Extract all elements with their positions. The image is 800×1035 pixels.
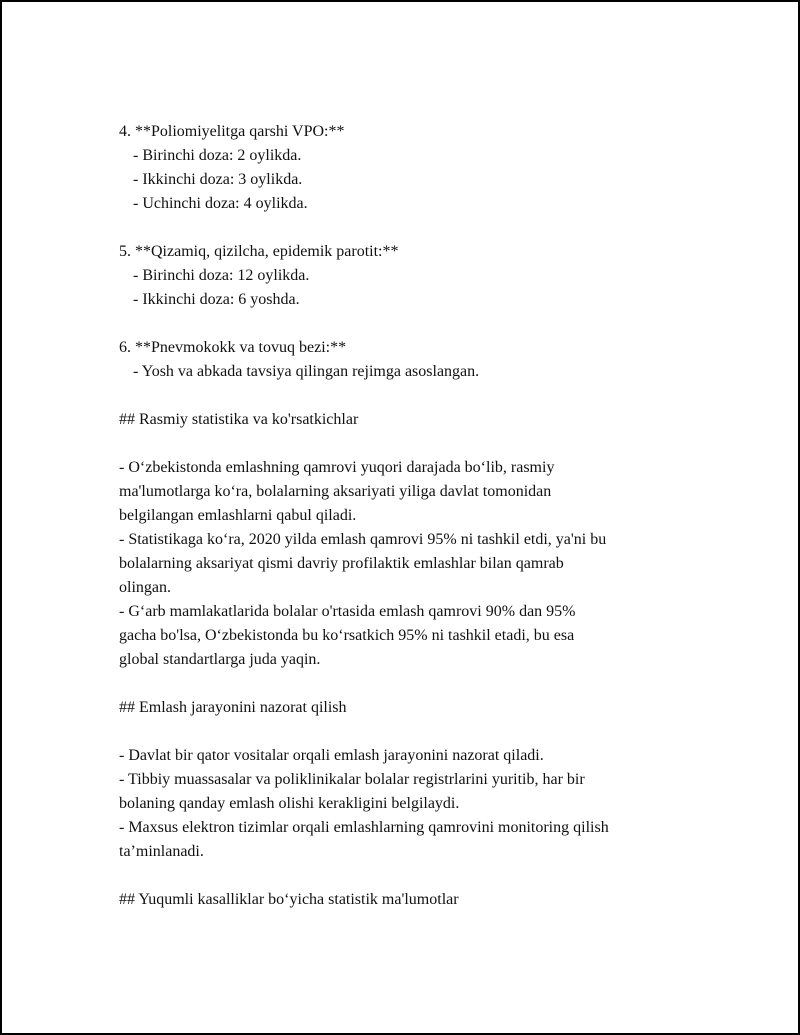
blank-line [119,672,699,696]
paragraph-line: - G‘arb mamlakatlarida bolalar o'rtasida emlash qamrovi 90% dan 95% [119,603,576,620]
section-4-title: 4. **Poliomiyelitga qarshi VPO:** [119,123,345,140]
list-item: - Ikkinchi doza: 6 yoshda. [133,291,300,308]
paragraph-line: - Tibbiy muassasalar va poliklinikalar bolalar registrlarini yuritib, har bir [119,771,585,788]
paragraph-line: gacha bo'lsa, O‘zbekistonda bu ko‘rsatkich 95% ni tashkil etadi, bu esa [119,627,575,644]
document-body [119,120,699,912]
paragraph-line: bolaning qanday emlash olishi kerakligini belgilaydi. [119,795,460,812]
heading-vaccination-control: ## Emlash jarayonini nazorat qilish [119,699,347,716]
section-6-title: 6. **Pnevmokokk va tovuq bezi:** [119,339,347,356]
paragraph-line: global standartlarga juda yaqin. [119,651,321,668]
blank-line [119,312,699,336]
paragraph-line: - O‘zbekistonda emlashning qamrovi yuqori darajada bo‘lib, rasmiy [119,459,555,476]
paragraph-line: belgilangan emlashlarni qabul qiladi. [119,507,357,524]
heading-infectious-statistics: ## Yuqumli kasalliklar bo‘yicha statistik ma'lumotlar [119,891,459,908]
paragraph-line: - Davlat bir qator vositalar orqali emlash jarayonini nazorat qiladi. [119,747,544,764]
blank-line [119,216,699,240]
paragraph-line: ma'lumotlarga ko‘ra, bolalarning aksariyati yiliga davlat tomonidan [119,483,552,500]
blank-line [119,864,699,888]
paragraph-line: - Maxsus elektron tizimlar orqali emlashlarning qamrovini monitoring qilish [119,819,609,836]
list-item: - Birinchi doza: 2 oylikda. [133,147,302,164]
heading-official-statistics: ## Rasmiy statistika va ko'rsatkichlar [119,411,359,428]
paragraph-line: ta’minlanadi. [119,843,204,860]
blank-line [119,384,699,408]
list-item: - Yosh va abkada tavsiya qilingan rejimga asoslangan. [133,363,480,380]
paragraph-line: bolalarning aksariyat qismi davriy profilaktik emlashlar bilan qamrab [119,555,564,572]
blank-line [119,720,699,744]
list-item: - Birinchi doza: 12 oylikda. [133,267,310,284]
paragraph-line: olingan. [119,579,171,596]
section-5-title: 5. **Qizamiq, qizilcha, epidemik parotit:** [119,243,399,260]
blank-line [119,432,699,456]
list-item: - Ikkinchi doza: 3 oylikda. [133,171,303,188]
list-item: - Uchinchi doza: 4 oylikda. [133,195,308,212]
paragraph-line: - Statistikaga ko‘ra, 2020 yilda emlash qamrovi 95% ni tashkil etdi, ya'ni bu [119,531,607,548]
